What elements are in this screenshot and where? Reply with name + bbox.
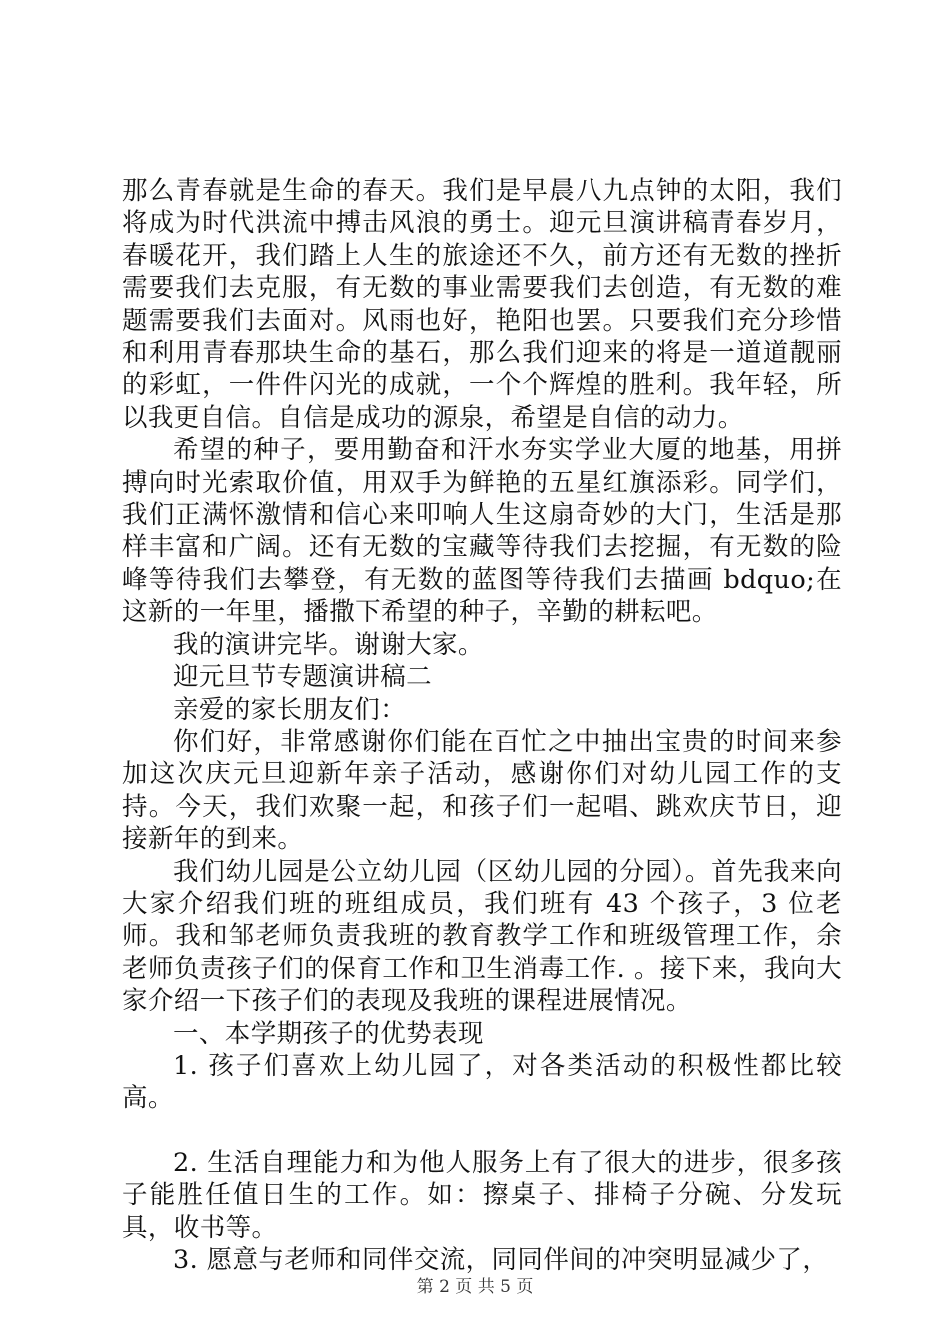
section-title-speech-two: 迎元旦节专题演讲稿二 [173, 662, 433, 693]
section-heading-strengths: 一、本学期孩子的优势表现 [173, 1018, 484, 1049]
paragraph-speech-end: 我的演讲完毕。谢谢大家。 [173, 629, 484, 660]
paragraph-seeds-of-hope: 希望的种子，要用勤奋和汗水夯实学业大厦的地基，用拼搏向时光索取价值，用双手为鲜艳的五星红旗添彩。同学们，我们正满怀激情和信心来叩响人生这扇奇妙的大门，生活是那样丰富和广阔。还有无数的宝藏等待我们去挖掘，有无数的险峰等待我们去攀登，有无数的蓝图等待我们去描画 bdquo;在这新的一年里，播撒下希望的种子，辛勤的耕耘吧。 [122, 435, 842, 628]
salutation: 亲爱的家长朋友们： [173, 694, 407, 725]
document-body [122, 175, 842, 1276]
list-item-2: 2. 生活自理能力和为他人服务上有了很大的进步，很多孩子能胜任值日生的工作。如：擦桌子、排椅子分碗、分发玩具，收书等。 [122, 1147, 842, 1243]
paragraph-kindergarten-intro: 我们幼儿园是公立幼儿园（区幼儿园的分园）。首先我来向大家介绍我们班的班组成员，我们班有 43 个孩子，3 位老师。我和邹老师负责我班的教育教学工作和班级管理工作，余老师负责孩子们的保育工作和卫生消毒工作. 。接下来，我向大家介绍一下孩子们的表现及我班的课程进展情况。 [122, 856, 842, 1017]
paragraph-youth-spring: 那么青春就是生命的春天。我们是早晨八九点钟的太阳，我们将成为时代洪流中搏击风浪的勇士。迎元旦演讲稿青春岁月，春暖花开，我们踏上人生的旅途还不久，前方还有无数的挫折需要我们去克服，有无数的事业需要我们去创造，有无数的难题需要我们去面对。风雨也好，艳阳也罢。只要我们充分珍惜和利用青春那块生命的基石，那么我们迎来的将是一道道靓丽的彩虹，一件件闪光的成就，一个个辉煌的胜利。我年轻，所以我更自信。自信是成功的源泉，希望是自信的动力。 [122, 176, 842, 433]
list-item-1: 1. 孩子们喜欢上幼儿园了，对各类活动的积极性都比较高。 [122, 1050, 842, 1114]
paragraph-greeting: 你们好，非常感谢你们能在百忙之中抽出宝贵的时间来参加这次庆元旦迎新年亲子活动，感谢你们对幼儿园工作的支持。今天，我们欢聚一起，和孩子们一起唱、跳欢庆节日，迎接新年的到来。 [122, 726, 842, 855]
list-item-3: 3. 愿意与老师和同伴交流，同同伴间的冲突明显减少了， [173, 1245, 829, 1275]
page-number-footer: 第 2 页 共 5 页 [416, 1277, 534, 1297]
